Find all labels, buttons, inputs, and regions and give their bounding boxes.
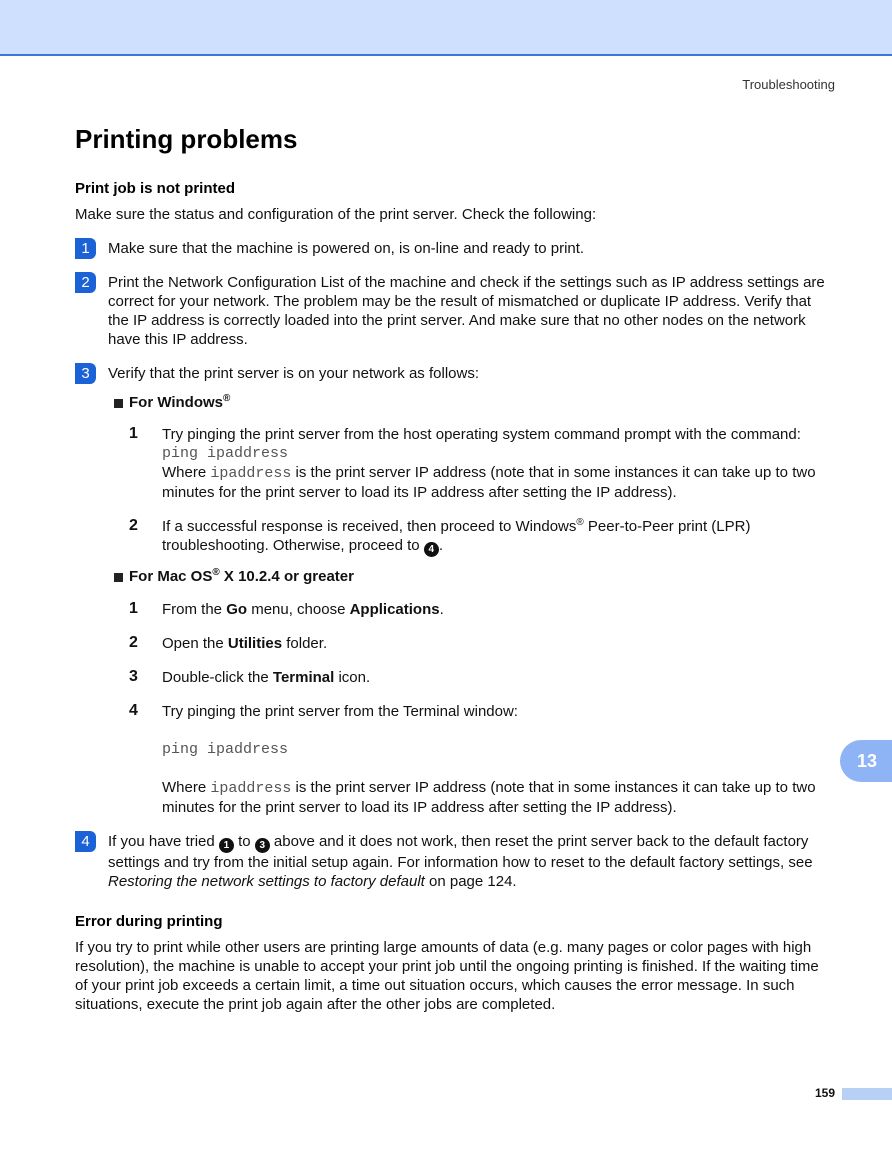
windows-step-1: [75, 425, 835, 502]
step-badge-icon: 1: [75, 238, 96, 259]
mac-step-1: [75, 600, 835, 619]
section-intro: Make sure the status and configuration of the print server. Check the following:: [75, 206, 597, 223]
running-head: Troubleshooting: [742, 77, 835, 92]
step-text: Try pinging the print server from the Terminal window:: [162, 703, 518, 720]
step-4: [75, 832, 835, 891]
section-text: If you try to print while other users are printing large amounts of data (e.g. many pages or color pages with high resolution), the machine is unable to accept your print job until the ongoing printing is finished. If the waiting time of your print job exceeds a certain limit, a time out situation occurs, which causes the error message. In such situations, execute the print job again after the other jobs are completed.: [75, 939, 819, 1013]
square-bullet-icon: [114, 399, 123, 408]
square-bullet-icon: [114, 573, 123, 582]
step-ref-icon: 3: [255, 838, 270, 853]
windows-step-2: [75, 517, 835, 557]
step-ref-icon: 1: [219, 838, 234, 853]
chapter-tab: 13: [840, 740, 892, 782]
header-band: [0, 0, 892, 56]
step-3: [75, 364, 835, 383]
step-number: 2: [129, 517, 138, 534]
step-badge-icon: 3: [75, 363, 96, 384]
step-badge-icon: 4: [75, 831, 96, 852]
mac-step-2: [75, 634, 835, 653]
section-heading-error: Error during printing: [75, 913, 223, 930]
step-text: From the Go menu, choose Applications.: [162, 601, 444, 618]
step-text: Print the Network Configuration List of the machine and check if the settings such as IP address settings are correct for your network. The problem may be the result of mismatched or duplicate IP address. Verify that the IP address is correctly loaded into the print server. And make sure that no other nodes on the network have this IP address.: [108, 274, 825, 348]
page-content: [75, 180, 835, 1014]
bullet-mac: For Mac OS® X 10.2.4 or greater: [75, 568, 835, 585]
step-text: Verify that the print server is on your network as follows:: [108, 365, 479, 382]
step-number: 1: [129, 425, 138, 442]
step-number: 3: [129, 668, 138, 685]
code-ping: ping ipaddress: [162, 741, 289, 758]
step-text: Double-click the Terminal icon.: [162, 669, 371, 686]
mac-step-4: [75, 702, 835, 817]
page-number-bar: [842, 1088, 892, 1100]
step-number: 4: [129, 702, 138, 719]
step-where-text: Where ipaddress is the print server IP address (note that in some instances it can take up to two minutes for the print server to load its IP address after setting the IP address).: [162, 464, 816, 501]
step-1: [75, 239, 835, 258]
step-text: If you have tried 1 to 3 above and it does not work, then reset the print server back to the default factory settings and try from the initial setup again. For information how to reset to the default factory settings, see Restoring the network settings to factory default on page 124.: [108, 833, 813, 890]
step-text: If a successful response is received, then proceed to Windows® Peer-to-Peer print (LPR) troubleshooting. Otherwise, proceed to 4 .: [162, 517, 751, 555]
bullet-windows: For Windows®: [75, 394, 835, 411]
cross-reference-link[interactable]: Restoring the network settings to factory default: [108, 873, 425, 890]
step-2: [75, 273, 835, 349]
mac-step-3: [75, 668, 835, 687]
bullet-label: For Windows: [129, 394, 224, 411]
step-text: Open the Utilities folder.: [162, 635, 328, 652]
step-where-text: Where ipaddress is the print server IP address (note that in some instances it can take up to two minutes for the print server to load its IP address after setting the IP address).: [162, 779, 816, 816]
page-title: Printing problems: [75, 124, 298, 154]
step-number: 1: [129, 600, 138, 617]
step-badge-icon: 2: [75, 272, 96, 293]
code-ping: ping ipaddress: [162, 445, 289, 462]
step-ref-icon: 4: [424, 542, 439, 557]
step-text: Try pinging the print server from the host operating system command prompt with the command:: [162, 426, 801, 443]
step-text: Make sure that the machine is powered on, is on-line and ready to print.: [108, 240, 585, 257]
section-heading-print-job: Print job is not printed: [75, 180, 235, 197]
page-number: 159: [814, 1086, 835, 1100]
step-number: 2: [129, 634, 138, 651]
